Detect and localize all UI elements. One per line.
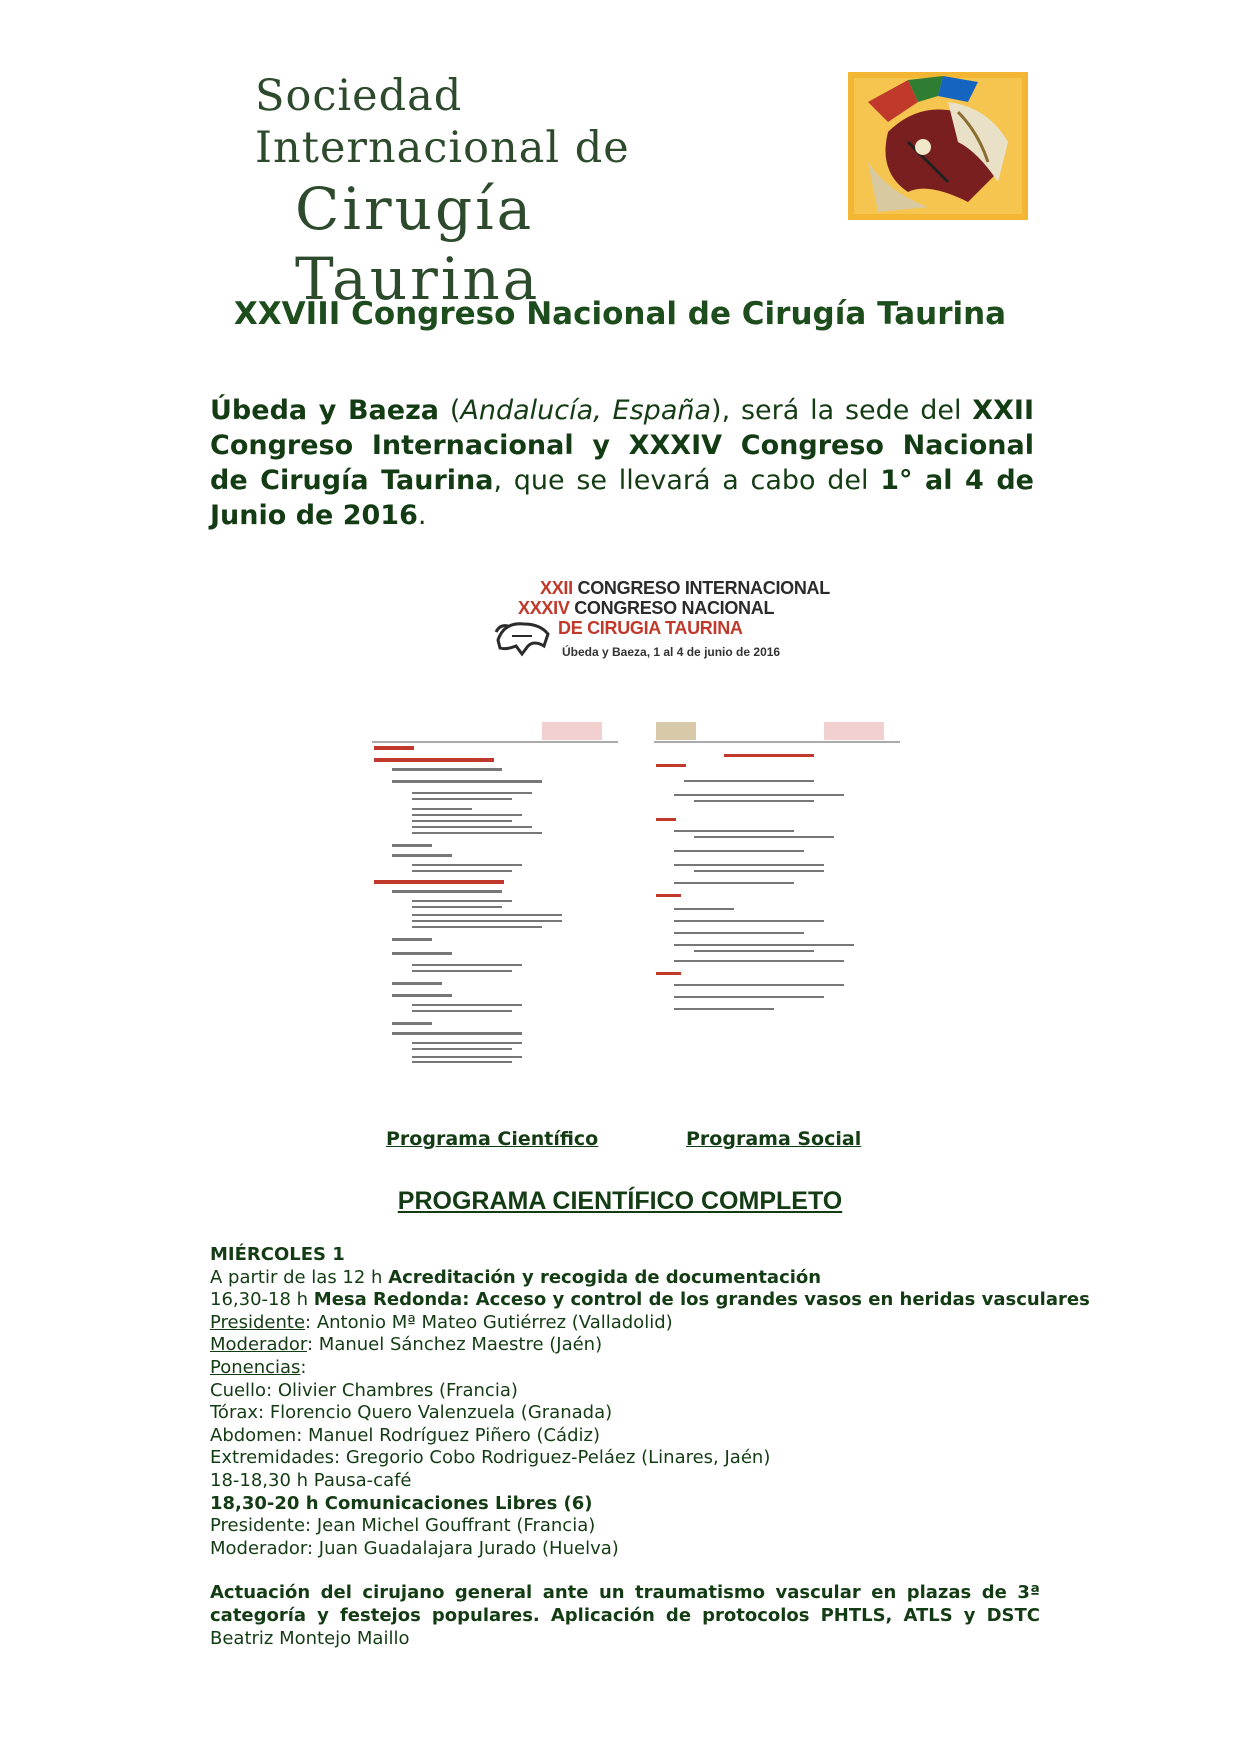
program-line xyxy=(210,1493,1040,1516)
programa-cientifico-link[interactable]: Programa Científico xyxy=(386,1128,599,1150)
program-line xyxy=(210,1582,1040,1650)
logo-text: CONGRESO NACIONAL xyxy=(569,598,775,618)
section-title: PROGRAMA CIENTÍFICO COMPLETO xyxy=(397,1187,843,1215)
program-line: Moderador: Juan Guadalajara Jurado (Huelva) xyxy=(210,1537,619,1559)
intro-region: Andalucía, España xyxy=(460,395,712,426)
program-line: 18-18,30 h Pausa-café xyxy=(210,1469,412,1491)
role-label: Ponencias xyxy=(210,1356,301,1378)
matador-collage-icon xyxy=(848,72,1028,220)
intro-text: , que se llevará a cabo del xyxy=(493,465,881,496)
intro-text: . xyxy=(417,500,427,531)
logo-text: CONGRESO INTERNACIONAL xyxy=(572,578,830,598)
event-title: 18,30-20 h Comunicaciones Libres (6) xyxy=(210,1492,593,1514)
logo-line-1: Sociedad Internacional de xyxy=(255,71,630,173)
day-label: MIÉRCOLES 1 xyxy=(210,1244,345,1265)
intro-congress: XXII Congreso Internacional y XXXIV Congreso Nacional de Cirugía Taurina xyxy=(210,395,1034,496)
congress-logo-text xyxy=(518,578,830,638)
intro-paragraph xyxy=(210,393,1034,533)
program-line: Cuello: Olivier Chambres (Francia) xyxy=(210,1379,518,1401)
logo-line-3: DE CIRUGIA TAURINA xyxy=(558,618,743,638)
event-title: Mesa Redonda: Acceso y control de los grandes vasos en heridas vasculares xyxy=(313,1289,1090,1311)
intro-dates: 1° al 4 de Junio de 2016 xyxy=(210,465,1034,531)
program-line xyxy=(210,1334,1040,1357)
program-line xyxy=(210,1289,1090,1312)
program-line xyxy=(210,1312,1040,1335)
program-line: Abdomen: Manuel Rodríguez Piñero (Cádiz) xyxy=(210,1424,600,1446)
program-line xyxy=(210,1357,1040,1380)
society-logo-text xyxy=(255,70,775,314)
program-day xyxy=(210,1244,1040,1267)
talk-author: Beatriz Montejo Maillo xyxy=(210,1627,410,1649)
page-title: XXVIII Congreso Nacional de Cirugía Taurina xyxy=(233,296,1007,332)
event-title: Acreditación y recogida de documentación xyxy=(388,1266,822,1288)
program-content xyxy=(210,1244,1090,1650)
role-name: : xyxy=(300,1356,307,1378)
role-label: Presidente xyxy=(210,1311,306,1333)
intro-text: ), será la sede del xyxy=(711,395,973,426)
spacer xyxy=(210,1560,1040,1582)
program-line: Presidente: Jean Michel Gouffrant (Francia) xyxy=(210,1515,596,1537)
program-line: Tórax: Florencio Quero Valenzuela (Granada) xyxy=(210,1402,613,1424)
programa-social-thumbnail[interactable] xyxy=(654,720,900,1025)
intro-text: ( xyxy=(439,395,461,426)
program-line: Extremidades: Gregorio Cobo Rodriguez-Peláez (Linares, Jaén) xyxy=(210,1447,771,1469)
logo-num: XXXIV xyxy=(518,598,570,618)
congress-logo-subtitle: Úbeda y Baeza, 1 al 4 de junio de 2016 xyxy=(562,645,781,659)
time-text: A partir de las 12 h xyxy=(210,1266,389,1288)
program-line xyxy=(210,1267,1040,1290)
logo-line-2: Cirugía Taurina xyxy=(295,175,541,313)
role-label: Moderador xyxy=(210,1334,307,1356)
programa-cientifico-thumbnail[interactable] xyxy=(372,720,618,1065)
role-name: : Antonio Mª Mateo Gutiérrez (Valladolid) xyxy=(305,1311,673,1333)
intro-place: Úbeda y Baeza xyxy=(210,395,440,426)
role-name: : Manuel Sánchez Maestre (Jaén) xyxy=(307,1334,603,1356)
talk-title: Actuación del cirujano general ante un traumatismo vascular en plazas de 3ª categoría y festejos populares. Aplicación de protocolos PHTLS, ATLS y DSTC xyxy=(210,1582,1040,1626)
programa-social-link[interactable]: Programa Social xyxy=(686,1128,862,1150)
logo-num: XXII xyxy=(540,578,573,598)
time-text: 16,30-18 h xyxy=(210,1289,314,1311)
